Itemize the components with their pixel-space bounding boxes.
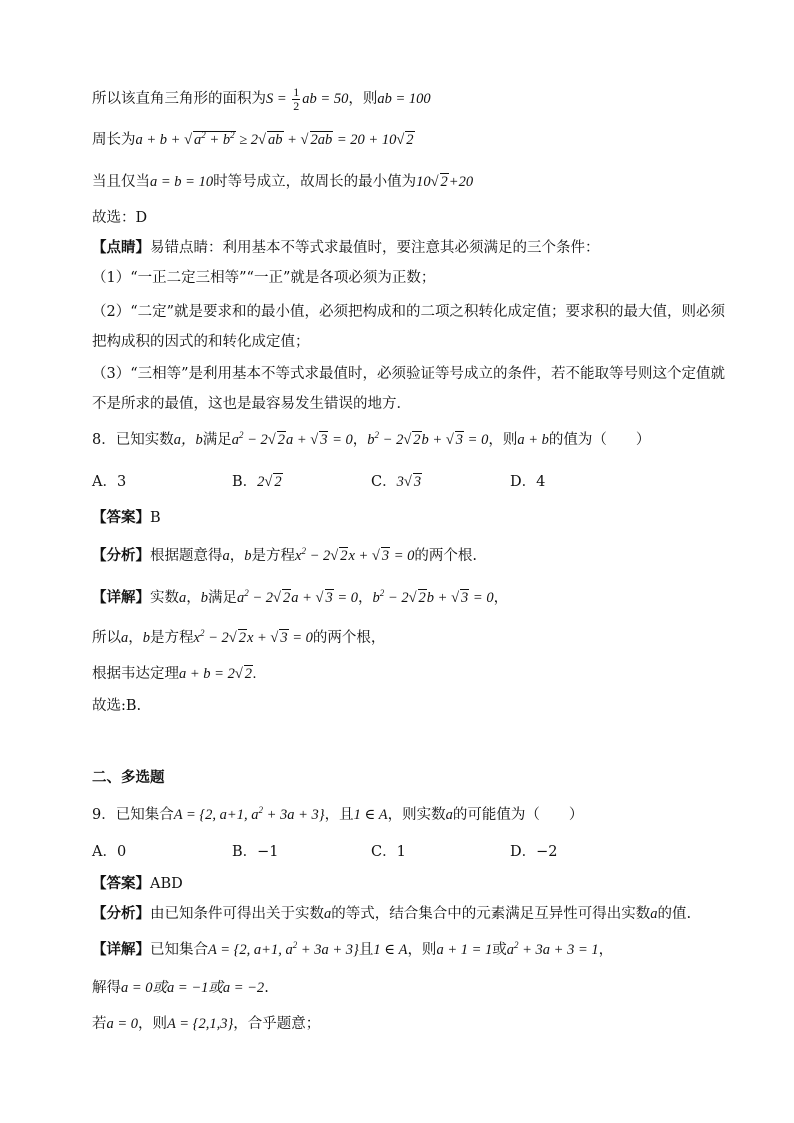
q9-solve: 解得a = 0或a = −1或a = −2. (92, 980, 269, 996)
q8-eq1: $a^2 - 2√$ 2a + √ 3 = 0 (231, 430, 353, 448)
q9-option-d: D．−2 (510, 844, 558, 860)
q9-if: 若a = 0，则A = {2,1,3}，合乎题意； (92, 1016, 321, 1032)
q8-eq2: $b^2 - 2√$ 2b + √ 3 = 0 (367, 430, 489, 448)
tip-3b: 不是所求的最值，这也是最容易发生错误的地方． (92, 396, 411, 412)
q8-detail: 【详解】实数a，b满足$a^2 - 2√$ 2a + √ 3 = 0，$b^2 - 2√$ 2b + √ 3 = 0， (92, 588, 509, 606)
q9-option-c: C．1 (371, 844, 406, 860)
area-line: 所以该直角三角形的面积为S = $\frac{1}{2}$ ab = 50，则ab = 100 (92, 85, 431, 113)
q8-analysis: 【分析】根据题意得a，b是方程$x^2 - 2√$ 2x + √ 3 = 0的两个根. (92, 546, 478, 564)
area-formula: S = $\frac{1}{2}$ ab = 50 (266, 85, 349, 113)
q9-detail: 【详解】已知集合A = {2, a+1, $a^2 + 3a + 3$}且1 ∈ A，则a + 1 = 1或$a^2 + 3a + 3 = 1$， (92, 940, 614, 958)
q8-so: 所以a，b是方程$x^2 - 2√$ 2x + √ 3 = 0的两个根， (92, 628, 386, 646)
q8-vieta: 根据韦达定理a + b = 2√ 2. (92, 666, 257, 682)
tip-1: （1）“一正二定三相等”“一正”就是各项必须为正数； (92, 270, 436, 286)
q9-analysis: 【分析】由已知条件可得出关于实数a的等式，结合集合中的元素满足互异性可得出实数a的值. (92, 905, 692, 922)
q8-option-a: A．3 (92, 474, 127, 490)
q8-answer: 【答案】B (92, 509, 161, 526)
q8-stem: 8．已知实数a，b满足$a^2 - 2√$ 2a + √ 3 = 0，$b^2 - 2√$ 2b + √ 3 = 0，则a + b的值为（ ） (92, 430, 651, 448)
q8-option-d: D．4 (510, 474, 546, 490)
tip-line: 【点睛】易错点睛：利用基本不等式求最值时，要注意其必须满足的三个条件： (92, 239, 600, 256)
perimeter-formula: a + b + √ $a^2 + b^2 \ge 2√$ ab + √ 2ab = 20 + 10√ 2 (135, 130, 414, 148)
q8-option-c: C．3√ 3 (371, 474, 422, 490)
choose-d: 故选：D (92, 210, 148, 226)
q8-option-b: B．2√ 2 (232, 474, 282, 490)
tip-2b: 把构成积的因式的和转化成定值； (92, 334, 310, 350)
q9-option-a: A．0 (92, 844, 127, 860)
q9-option-b: B．−1 (232, 844, 279, 860)
equality-line: 当且仅当a = b = 10时等号成立，故周长的最小值为10√ 2+20 (92, 174, 474, 190)
section-title: 二、多选题 (92, 769, 165, 786)
tip-3a: （3）“三相等”是利用基本不等式求最值时，必须验证等号成立的条件，若不能取等号则这个定值就 (92, 366, 726, 382)
tip-2a: （2）“二定”就是要求和的最小值，必须把构成和的二项之积转化成定值；要求积的最大值，则必须 (92, 304, 726, 320)
q9-stem: 9．已知集合A = {2, a+1, $a^2 + 3a + 3$}，且1 ∈ A，则实数a的可能值为（ ） (92, 805, 584, 823)
equality-value: 10√ 2+20 (416, 174, 474, 190)
q9-answer: 【答案】ABD (92, 875, 183, 892)
perimeter-line: 周长为a + b + √ $a^2 + b^2 \ge 2√$ ab + √ 2ab = 20 + 10√ 2 (92, 130, 414, 148)
q8-choose: 故选:B. (92, 698, 142, 714)
